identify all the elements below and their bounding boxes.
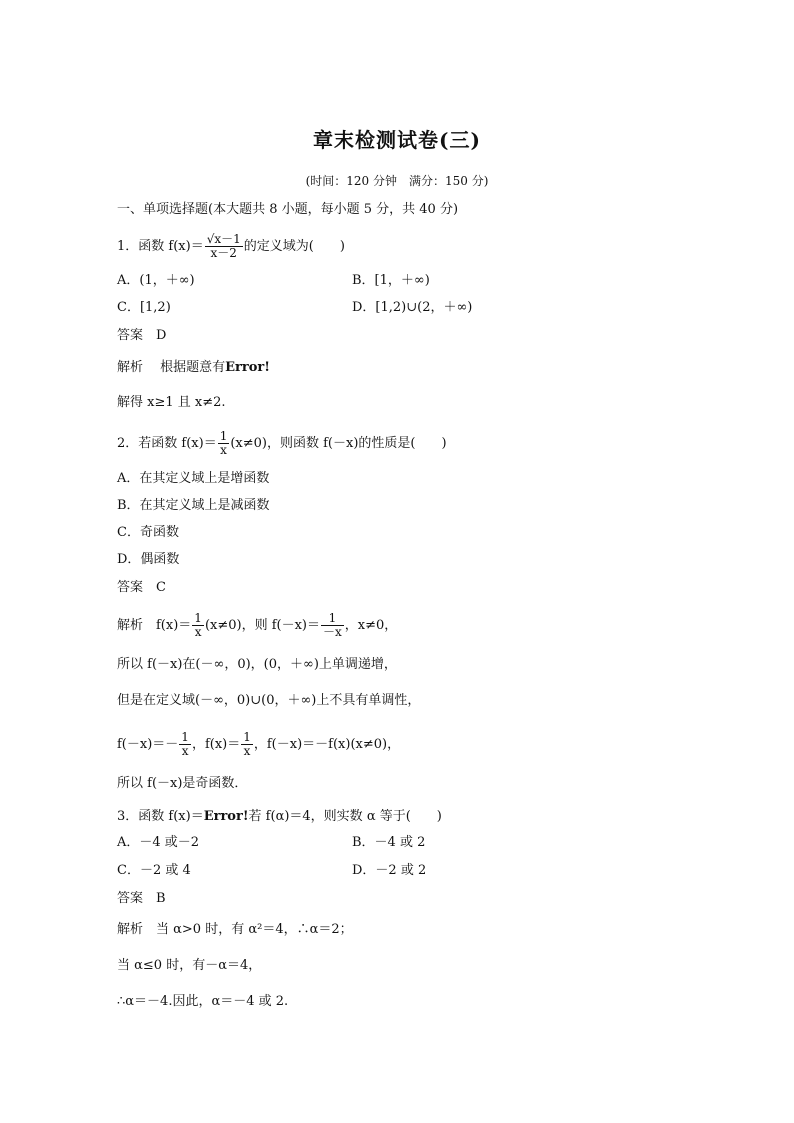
q2-exp1-fraction-1 <box>192 612 204 639</box>
q2-exp4-fraction-2 <box>241 731 253 758</box>
q2-explanation-5: 所以 f(－x)是奇函数． <box>117 776 248 791</box>
q2-option-d: D．偶函数 <box>117 552 180 567</box>
q1-option-c: C．[1,2) <box>117 300 171 315</box>
q2-exp4-num-1: 1 <box>181 730 189 744</box>
q2-explanation-1 <box>117 612 397 639</box>
q2-numerator: 1 <box>219 429 228 443</box>
question-2-stem <box>117 430 447 457</box>
q3-answer: 答案 B <box>117 891 166 906</box>
q3-explanation-3: ∴α＝－4.因此，α＝－4 或 2. <box>117 994 289 1009</box>
q2-exp1-a: 解析 f(x)＝ <box>117 618 192 633</box>
question-1-stem <box>117 233 345 260</box>
q2-exp4-num-2: 1 <box>243 730 251 744</box>
section-heading: 一、单项选择题(本大题共 8 小题，每小题 5 分，共 40 分) <box>117 202 459 217</box>
q3-option-c: C．－2 或 4 <box>117 863 191 878</box>
q2-suffix: (x≠0)，则函数 f(－x)的性质是( ) <box>230 436 447 451</box>
q2-explanation-3: 但是在定义域(－∞，0)∪(0，＋∞)上不具有单调性， <box>117 693 421 708</box>
page-title: 章末检测试卷(三) <box>313 128 481 152</box>
question-3-stem <box>117 809 442 825</box>
q3-option-d: D．－2 或 2 <box>352 863 427 878</box>
q1-denominator: x－2 <box>205 246 243 260</box>
q2-exp4-c: ，f(－x)＝－f(x)(x≠0)， <box>253 737 401 752</box>
q2-fraction <box>218 430 230 457</box>
q1-option-b: B．[1，＋∞) <box>352 273 430 288</box>
q2-exp1-num-2: 1 <box>328 611 337 625</box>
q3-suffix: 若 f(α)＝4，则实数 α 等于( ) <box>248 809 442 824</box>
q1-exp-text: 解析 根据题意有 <box>117 360 226 375</box>
exam-meta: (时间：120 分钟 满分：150 分) <box>305 174 489 188</box>
q2-denominator: x <box>218 443 230 457</box>
q3-explanation-2: 当 α≤0 时，有－α＝4， <box>117 958 262 973</box>
q1-prefix: 1．函数 f(x)＝ <box>117 239 204 254</box>
q3-option-b: B．－4 或 2 <box>352 835 426 850</box>
q2-exp4-den-2: x <box>241 744 253 758</box>
q1-explanation-1 <box>117 360 270 376</box>
q2-option-c: C．奇函数 <box>117 525 179 540</box>
q1-suffix: 的定义域为( ) <box>243 239 345 254</box>
q1-fraction <box>205 233 243 260</box>
q2-exp1-b: (x≠0)，则 f(－x)＝ <box>204 618 320 633</box>
q2-prefix: 2．若函数 f(x)＝ <box>117 436 217 451</box>
q3-explanation-1: 解析 当 α>0 时，有 α²＝4，∴α＝2； <box>117 922 353 937</box>
q2-exp4-b: ，f(x)＝ <box>191 737 241 752</box>
q2-exp4-fraction-1 <box>179 731 191 758</box>
q2-exp1-fraction-2 <box>321 612 344 639</box>
q2-exp1-num-1: 1 <box>194 611 202 625</box>
q1-option-d: D．[1,2)∪(2，＋∞) <box>352 300 473 315</box>
q1-option-a: A．(1，＋∞) <box>117 273 195 288</box>
q3-error-text: Error! <box>203 809 249 824</box>
q2-exp1-den-2: －x <box>323 625 342 639</box>
q2-option-a: A．在其定义域上是增函数 <box>117 471 270 486</box>
q2-exp1-c: ，x≠0， <box>344 618 398 633</box>
q1-answer: 答案 D <box>117 328 167 343</box>
q3-prefix: 3．函数 f(x)＝ <box>117 809 204 824</box>
q2-option-b: B．在其定义域上是减函数 <box>117 498 270 513</box>
q1-numerator: √x－1 <box>206 232 241 246</box>
q2-explanation-4 <box>117 731 400 758</box>
q2-explanation-2: 所以 f(－x)在(－∞，0)，(0，＋∞)上单调递增， <box>117 657 397 672</box>
q1-error-text: Error! <box>225 360 270 375</box>
q2-answer: 答案 C <box>117 580 166 595</box>
q2-exp4-a: f(－x)＝－ <box>117 737 179 752</box>
q2-exp1-den-1: x <box>192 625 204 639</box>
q3-option-a: A．－4 或－2 <box>117 835 200 850</box>
q1-explanation-2: 解得 x≥1 且 x≠2. <box>117 395 226 410</box>
q2-exp4-den-1: x <box>179 744 191 758</box>
